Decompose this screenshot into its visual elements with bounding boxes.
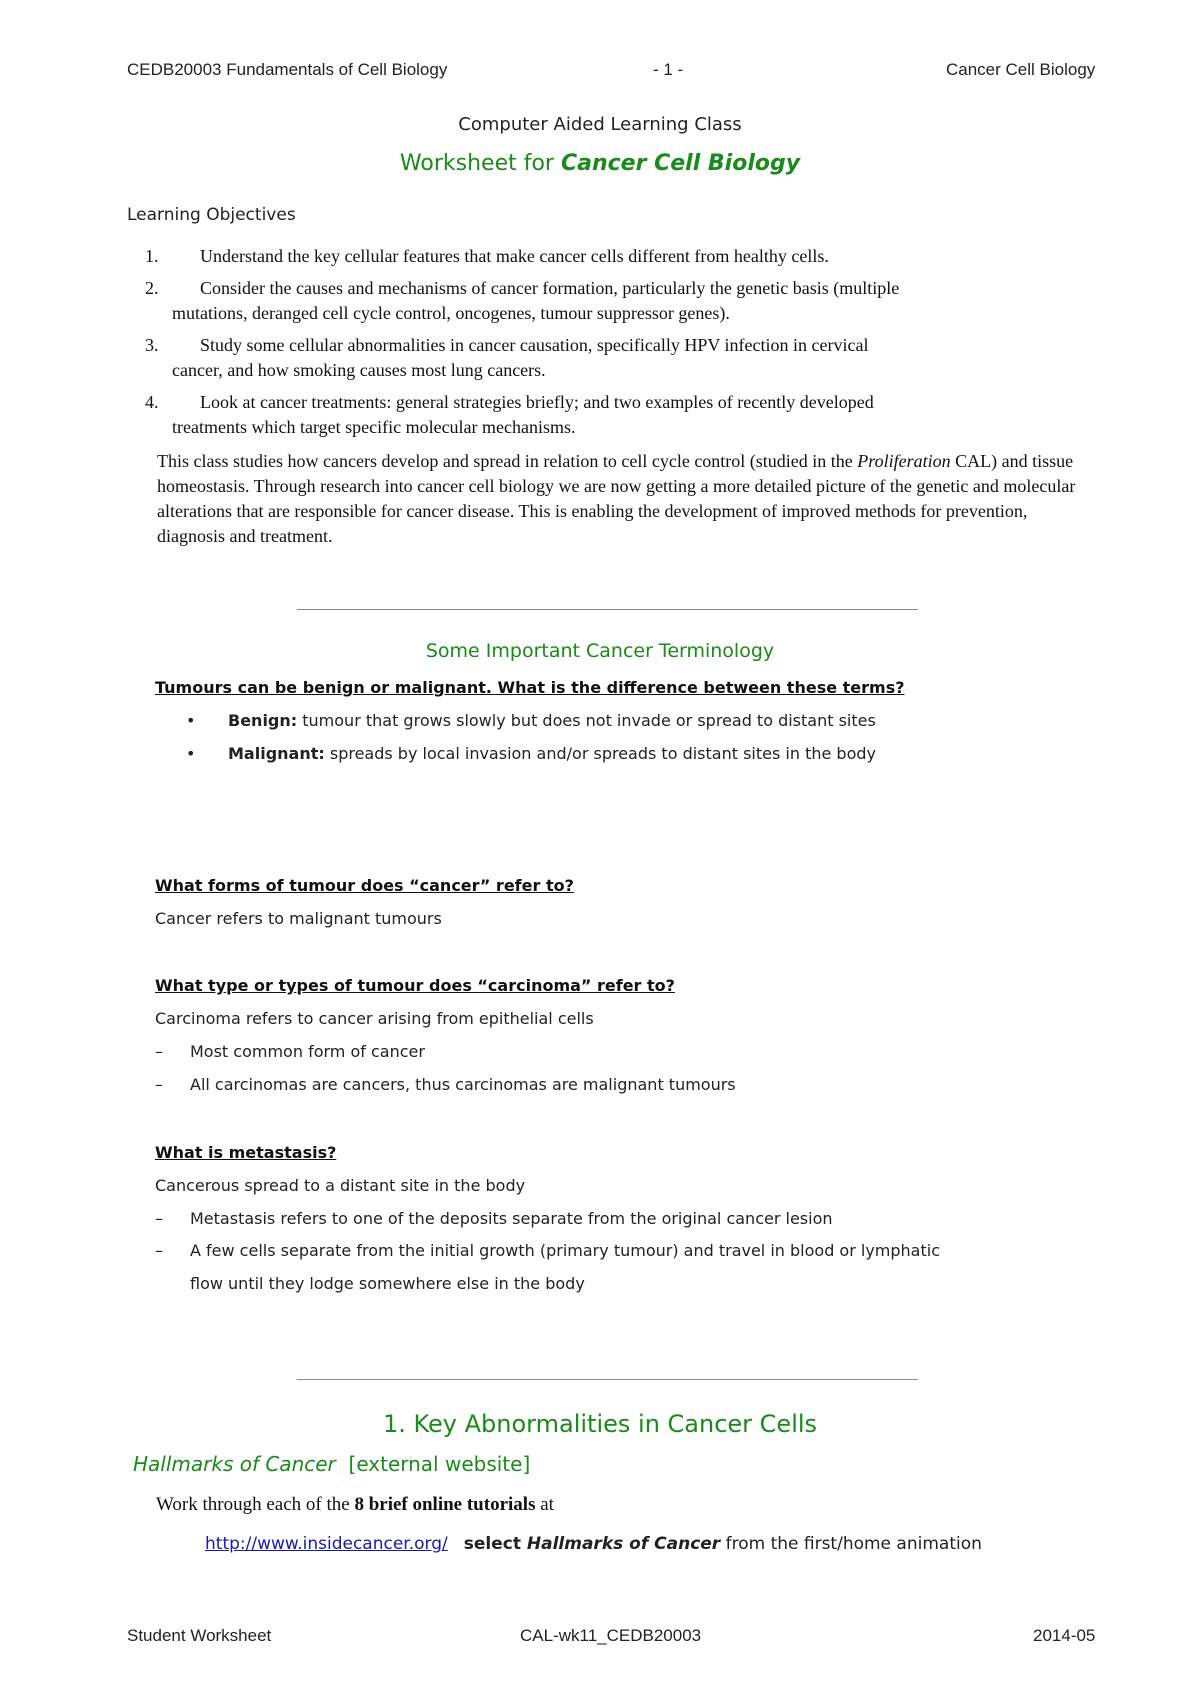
section-divider [297,609,918,610]
page-title [0,151,1200,176]
question-benign-malignant: Tumours can be benign or malignant. What is the difference between these terms? [155,678,905,697]
objective-item [145,390,1085,440]
intro-part2: CAL) and tissue homeostasis. Through research into cancer cell biology we are now getting a more detailed picture of the genetic and molecular alterations that are responsible for cancer disease. This is enabling the development of improved methods for prevention, diagnosis and treatment. [157,451,1076,546]
work-pre: Work through each of the [156,1494,355,1515]
question-cancer: What forms of tumour does “cancer” refer to? [155,876,574,895]
footer-left: Student Worksheet [127,1626,272,1645]
malignant-label: Malignant: [228,744,325,763]
footer-center: CAL-wk11_CEDB20003 [520,1626,702,1645]
answer-cancer: Cancer refers to malignant tumours [155,909,442,928]
objective-text-cont: cancer, and how smoking causes most lung cancers. [172,360,546,380]
dash-marker: – [155,1209,163,1228]
external-website-tag: [external website] [335,1452,531,1476]
question-carcinoma: What type or types of tumour does “carcinoma” refer to? [155,976,675,995]
objective-number: 2. [145,278,159,298]
section-divider [297,1379,918,1380]
hallmarks-title: Hallmarks of Cancer [133,1452,336,1476]
select-post: from the first/home animation [720,1534,982,1554]
objective-item [145,276,1085,326]
bullet-text [228,744,876,763]
point-text: Metastasis refers to one of the deposits separate from the original cancer lesion [190,1209,833,1228]
objective-item [145,333,1085,383]
select-italic: Hallmarks of Cancer [526,1534,721,1554]
benign-label: Benign: [228,711,298,730]
dash-marker: – [155,1042,163,1061]
objective-number: 1. [145,246,159,266]
insidecancer-link[interactable]: http://www.insidecancer.org/ [205,1534,448,1554]
link-instruction [205,1534,982,1554]
bullet-icon: • [186,711,196,730]
work-instruction [156,1494,554,1516]
section-1-heading: 1. Key Abnormalities in Cancer Cells [382,1410,818,1438]
objective-text: Consider the causes and mechanisms of cancer formation, particularly the genetic basis (multiple [200,278,900,298]
malignant-text: spreads by local invasion and/or spreads to distant sites in the body [324,744,876,763]
header-course: CEDB20003 Fundamentals of Cell Biology [127,60,448,79]
objective-text: Study some cellular abnormalities in cancer causation, specifically HPV infection in cervical [200,335,869,355]
work-bold: 8 brief online tutorials [354,1494,536,1515]
select-word: select [463,1534,527,1554]
objective-text-cont: mutations, deranged cell cycle control, oncogenes, tumour suppressor genes). [172,303,730,323]
objective-text-cont: treatments which target specific molecular mechanisms. [172,417,576,437]
question-metastasis: What is metastasis? [155,1143,337,1162]
title-prefix: Worksheet for [399,151,561,176]
point-text: A few cells separate from the initial growth (primary tumour) and travel in blood or lymphatic [190,1241,940,1260]
header-page-number: - 1 - [653,60,684,79]
page-subtitle: Computer Aided Learning Class [458,114,742,135]
bullet-icon: • [186,744,196,763]
work-post: at [535,1494,554,1515]
dash-marker: – [155,1075,163,1094]
intro-part1: This class studies how cancers develop and spread in relation to cell cycle control (studied in the [157,451,858,471]
answer-carcinoma: Carcinoma refers to cancer arising from epithelial cells [155,1009,594,1028]
objective-text: Understand the key cellular features that make cancer cells different from healthy cells. [200,246,829,266]
dash-marker: – [155,1241,163,1260]
answer-metastasis: Cancerous spread to a distant site in the body [155,1176,526,1195]
terminology-heading: Some Important Cancer Terminology [425,640,775,662]
bullet-text [228,711,876,730]
objective-number: 3. [145,335,159,355]
objective-text: Look at cancer treatments: general strategies briefly; and two examples of recently developed [200,392,874,412]
point-text-cont: flow until they lodge somewhere else in the body [190,1274,585,1293]
benign-text: tumour that grows slowly but does not invade or spread to distant sites [297,711,876,730]
point-text: All carcinomas are cancers, thus carcinomas are malignant tumours [190,1075,736,1094]
footer-right: 2014-05 [1033,1626,1096,1645]
header-topic: Cancer Cell Biology [946,60,1096,79]
intro-italic: Proliferation [857,451,951,471]
hallmarks-heading [133,1452,530,1476]
objectives-heading: Learning Objectives [127,205,296,225]
intro-paragraph [157,449,1097,549]
title-emphasis: Cancer Cell Biology [560,151,801,176]
point-text: Most common form of cancer [190,1042,425,1061]
objective-number: 4. [145,392,159,412]
objective-item [145,244,1085,269]
